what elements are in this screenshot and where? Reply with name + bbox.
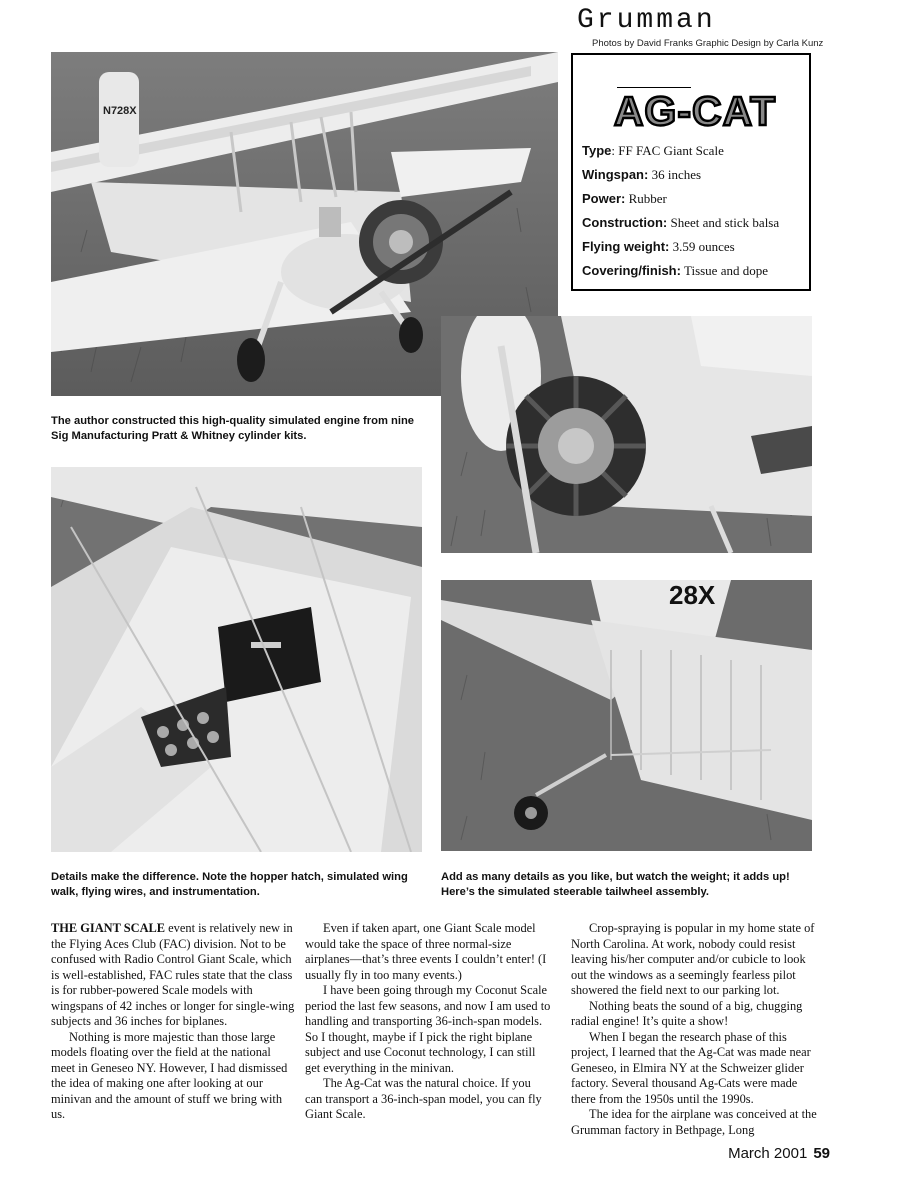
photo-engine-closeup [441,316,812,553]
paragraph: The idea for the airplane was conceived at the Grumman factory in Bethpage, Long [571,1107,817,1137]
paragraph: I have been going through my Coconut Scale period the last few seasons, and now I am used to handling and transporting 36-inch-span models. So I thought, maybe if I pick the right biplane subject and use Coconut technology, I can still get everything in the minivan. [305,983,551,1075]
article-column-3 [571,921,817,1138]
spec-label: Power: [582,191,626,206]
spec-label: Type [582,143,612,158]
spec-box [571,53,811,291]
spec-value: Sheet and stick balsa [670,215,780,230]
spec-construction [582,211,803,235]
spec-separator: : [611,143,619,158]
photo-cockpit-details [51,467,422,852]
article-column-1 [51,921,297,1123]
photo-credits: Photos by David Franks Graphic Design by Carla Kunz [592,38,824,49]
ag-cat-logo [589,85,801,135]
spec-wingspan [582,163,803,187]
photo-tailwheel [441,580,812,851]
spec-value: FF FAC Giant Scale [618,143,724,158]
page-number: 59 [813,1145,830,1162]
caption-details: Details make the difference. Note the hopper hatch, simulated wing walk, flying wires, and instrumentation. [51,871,408,898]
paragraph: Even if taken apart, one Giant Scale model would take the space of three normal-size airplanes—that’s three events I couldn’t enter! (I usually fly in too many events.) [305,921,547,982]
spec-label: Flying weight: [582,239,670,254]
logo-text: AG-CAT [613,88,777,134]
spec-label: Construction: [582,215,668,230]
spec-label: Covering/finish: [582,263,681,278]
registration-main: N728X [103,105,137,117]
spec-value: Rubber [628,191,667,206]
lead-in: THE GIANT SCALE [51,921,166,935]
spec-list [582,139,803,283]
page-footer [728,1145,830,1162]
caption-engine: The author constructed this high-quality simulated engine from nine Sig Manufacturing Pratt & Whitney cylinder kits. [51,415,414,442]
caption-tailwheel: Add as many details as you like, but watch the weight; it adds up! Here’s the simulated steerable tailwheel assembly. [441,871,790,898]
paragraph: When I began the research phase of this project, I learned that the Ag-Cat was made near Geneseo, in Elmira NY at the Schweizer glider factory. Several thousand Ag-Cats were made there from the 1950s until the 1990s. [571,1029,811,1106]
spec-value: 3.59 ounces [672,239,735,254]
spec-value: Tissue and dope [683,263,768,278]
paragraph: Crop-spraying is popular in my home state of North Carolina. At work, nobody could resist leaving his/her computer and/or cubicle to look out the windows as a seemingly fearless pilot showered the field next to our parking lot. [571,921,815,997]
paragraph: The Ag-Cat was the natural choice. If you can transport a 36-inch-span model, you can fly Giant Scale. [305,1076,542,1121]
article-column-2 [305,921,551,1123]
paragraph: Nothing is more majestic than those large models floating over the field at the national meet in Geneseo NY. However, I had dismissed the idea of making one after looking at our minivan and the amount of stuff we bring with us. [51,1029,288,1121]
title-word-grumman: Grumman [577,5,716,36]
paragraph-text: event is relatively new in the Flying Aces Club (FAC) division. Not to be confused with Radio Control Giant Scale, which is well-established, FAC rules state that the class is for rubber-powered Scale models with wingspans of 42 inches or longer for single-wing subjects and 36 inches for biplanes. [51,921,295,1028]
spec-flying-weight [582,235,803,259]
spec-power [582,187,803,211]
issue-date: March 2001 [728,1145,808,1162]
spec-covering [582,259,803,283]
paragraph: Nothing beats the sound of a big, chugging radial engine! It’s quite a show! [571,998,803,1028]
spec-type [582,139,803,163]
registration-tail: 28X [669,580,716,610]
spec-value: 36 inches [651,167,702,182]
spec-label: Wingspan: [582,167,649,182]
paragraph [51,921,297,1030]
